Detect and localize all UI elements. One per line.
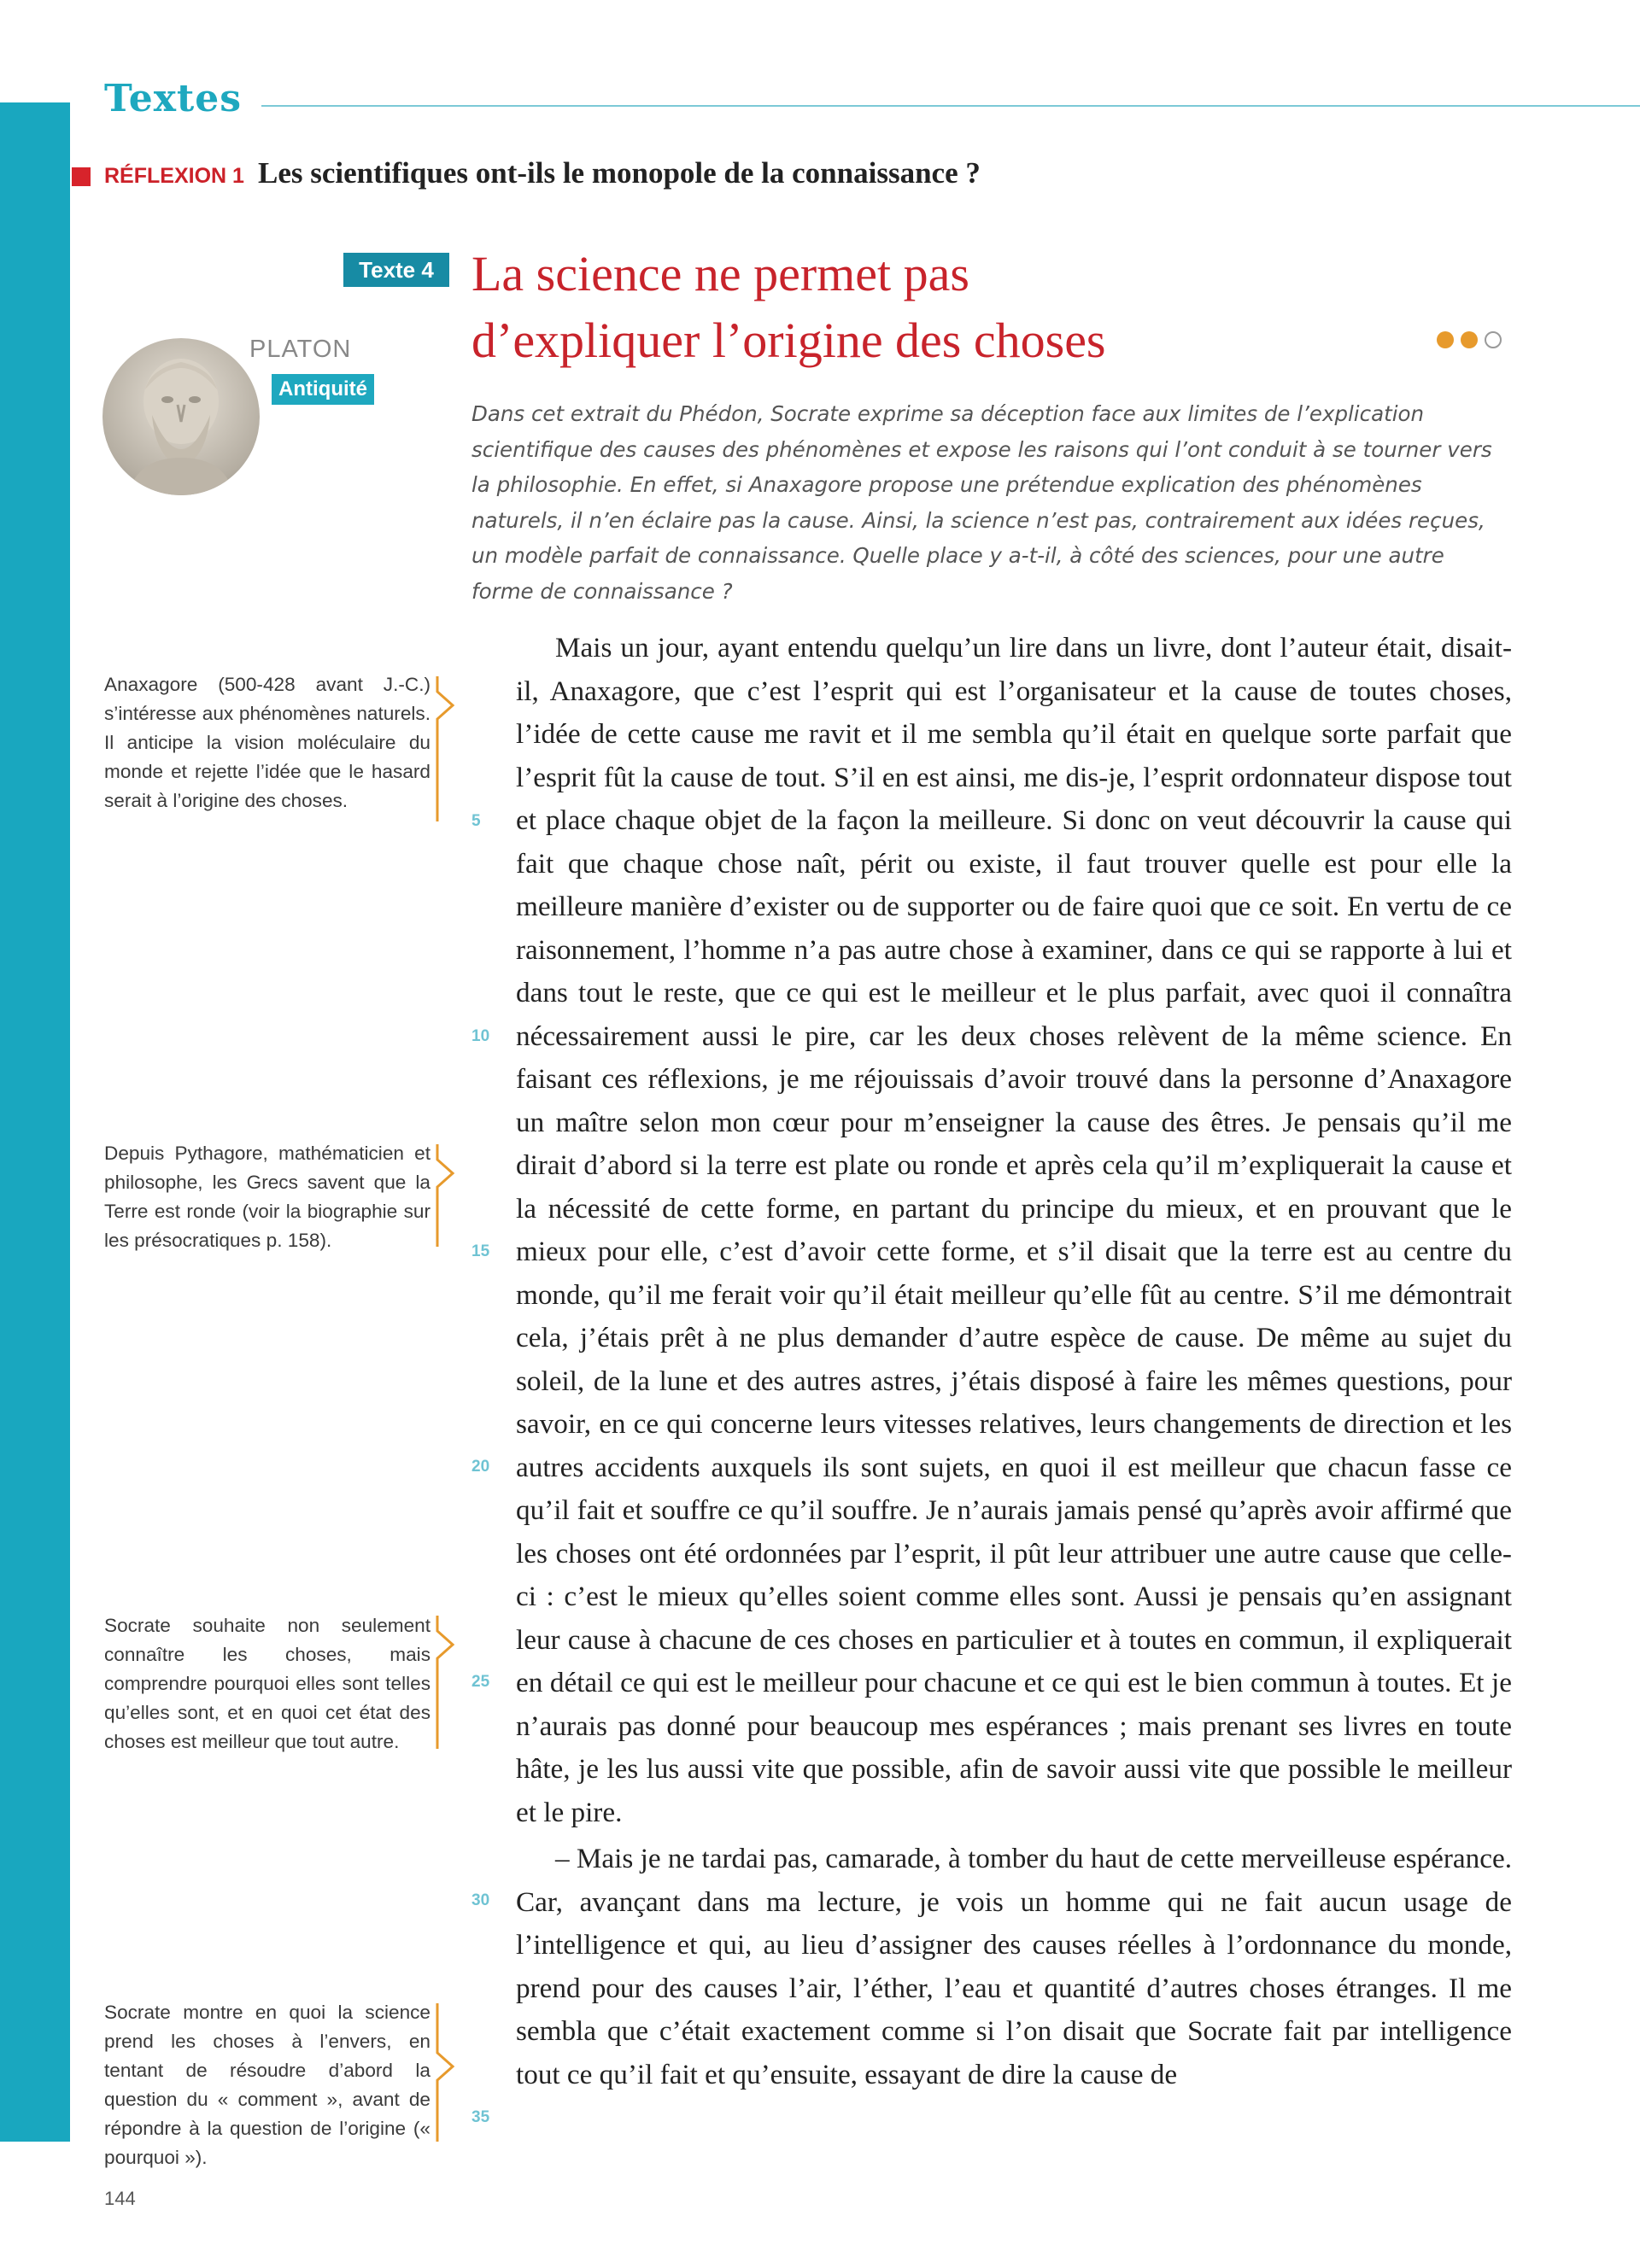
margin-note: Anaxagore (500-428 avant J.-C.) s’intéresse aux phénomènes naturels. Il anticipe la vision moléculaire du monde et rejette l’idée que le hasard serait à l’origine des choses. — [104, 674, 430, 811]
excerpt-paragraph-1: Mais un jour, ayant entendu quelqu’un lire dans un livre, dont l’auteur était, disait-il, Anaxagore, que c’est l’esprit qui est l’organisateur et la cause de toutes choses, l’idée de cette cause me ravit et il me sembla qu’il était en quelque sorte parfait que l’esprit fût la cause de tout. S’il en est ainsi, me dis-je, l’esprit ordonnateur dispose tout et place chaque objet de la façon la meilleure. Si donc on veut découvrir la cause qui fait que chaque chose naît, périt ou existe, il faut trouver quelle est pour elle la meilleure manière d’exister ou de supporter ou de faire quoi que ce soit. En vertu de ce raisonnement, l’homme n’a pas autre chose à examiner, dans ce qui se rapporte à lui et dans tout le reste, que ce qui est le meilleur et le plus parfait, avec quoi il connaîtra nécessairement aussi le pire, car les deux choses relèvent de la même science. En faisant ces réflexions, je me réjouissais d’avoir trouvé dans la personne d’Anaxagore un maître selon mon cœur pour m’enseigner la cause des êtres. Je pensais qu’il me dirait d’abord si la terre est plate ou ronde et après cela qu’il m’expliquerait la cause et la nécessité de cette forme, en partant du principe du mieux, et en prouvant que le mieux pour elle, c’est d’avoir cette forme, et s’il disait que la terre est au centre du monde, qu’il me ferait voir qu’il était meilleur qu’elle fût au centre. S’il me démontrait cela, j’étais prêt à ne plus demander d’autre espèce de cause. De même au sujet du soleil, de la lune et des autres astres, j’étais disposé à faire les mêmes questions, pour savoir, en ce qui concerne leurs vitesses relatives, leurs changements de direction et les autres accidents auxquels ils sont sujets, en quoi il est meilleur que chacun fasse ce qu’il fait et souffre ce qu’il souffre. Je n’aurais jamais pensé qu’après avoir affirmé que les choses ont été ordonnées par l’esprit, il pût leur attribuer une autre cause que celle-ci : c’est le mieux qu’elles soient comme elles sont. Aussi je pensais qu’en assignant leur cause à chacune de ces choses en particulier et à toutes en commun, il expliquerait en détail ce qui est le meilleur pour chacune et ce qui est le bien commun à toutes. Et je n’aurais pas donné pour beaucoup mes espérances ; mais prenant ses livres en toute hâte, je les lus aussi vite que possible, afin de savoir aussi vite que possible le meilleur et le pire. — [516, 632, 1512, 1828]
bracket-icon — [436, 1143, 458, 1248]
line-number: 20 — [472, 1458, 490, 1476]
section-divider — [261, 105, 1640, 107]
line-number: 25 — [472, 1673, 490, 1691]
reflexion-marker — [72, 167, 91, 186]
page-number: 144 — [104, 2188, 136, 2209]
author-portrait — [102, 338, 260, 495]
section-title: Textes — [104, 77, 243, 120]
text-introduction: Dans cet extrait du Phédon, Socrate exprime sa déception face aux limites de l’explication scientifique des causes des phénomènes et expose les raisons qui l’ont conduit à se tourner vers la philosophie. En effet, si Anaxagore propose une prétendue explication des phénomènes naturels, il n’en éclaire pas la cause. Ainsi, la science n’est pas, contrairement aux idées reçues, un modèle parfait de connaissance. Quelle place y a-t-il, à côté des sciences, pour une autre forme de connaissance ? — [472, 401, 1492, 604]
reflexion-label: RÉFLEXION 1 — [104, 164, 244, 188]
difficulty-rating — [1437, 331, 1502, 348]
bust-image — [102, 338, 260, 495]
difficulty-dot-filled — [1461, 331, 1478, 348]
text-title-line-1: La science ne permet pas — [472, 246, 969, 301]
bracket-icon — [436, 1614, 458, 1751]
line-number: 30 — [472, 1891, 490, 1909]
margin-note: Socrate souhaite non seulement connaître les choses, mais comprendre pourquoi elles sont telles qu’elles sont, et en quoi cet état des choses est meilleur que tout autre. — [104, 1615, 430, 1752]
margin-note: Socrate montre en quoi la science prend les choses à l’envers, en tentant de résoudre d’abord la question du « comment », avant de répondre à la question de l’origine (« pourquoi »). — [104, 2002, 430, 2168]
excerpt-paragraph-2: – Mais je ne tardai pas, camarade, à tomber du haut de cette merveilleuse espérance. Car, avançant dans ma lecture, je vois un homme qui ne fait aucun usage de l’intelligence et qui, au lieu d’assigner des causes réelles à l’ordonnance du monde, prend pour des causes l’air, l’éther, l’eau et quantité d’autres choses étranges. Il me sembla que c’était exactement comme si l’on disait que Socrate fait par intelligence tout ce qu’il fait et qu’ensuite, essayant de dire la cause de — [516, 1843, 1512, 2090]
line-number: 35 — [472, 2108, 490, 2126]
text-title — [472, 241, 1496, 374]
difficulty-dot-filled — [1437, 331, 1454, 348]
text-title-line-2: d’expliquer l’origine des choses — [472, 313, 1106, 368]
line-number: 15 — [472, 1242, 490, 1260]
period-badge: Antiquité — [272, 374, 374, 405]
bracket-icon — [436, 675, 458, 823]
line-number: 5 — [472, 812, 481, 830]
author-name: PLATON — [249, 336, 352, 363]
sidebar-accent-bar — [0, 102, 70, 2142]
text-number-badge: Texte 4 — [343, 253, 449, 287]
bracket-icon — [436, 2002, 458, 2143]
margin-note: Depuis Pythagore, mathématicien et philosophe, les Grecs savent que la Terre est ronde (voir la biographie sur les présocratiques p. 158). — [104, 1143, 430, 1251]
line-number: 10 — [472, 1027, 490, 1045]
difficulty-dot-empty — [1485, 331, 1502, 348]
reflexion-question: Les scientifiques ont-ils le monopole de la connaissance ? — [258, 156, 981, 190]
excerpt-body — [516, 627, 1512, 2096]
